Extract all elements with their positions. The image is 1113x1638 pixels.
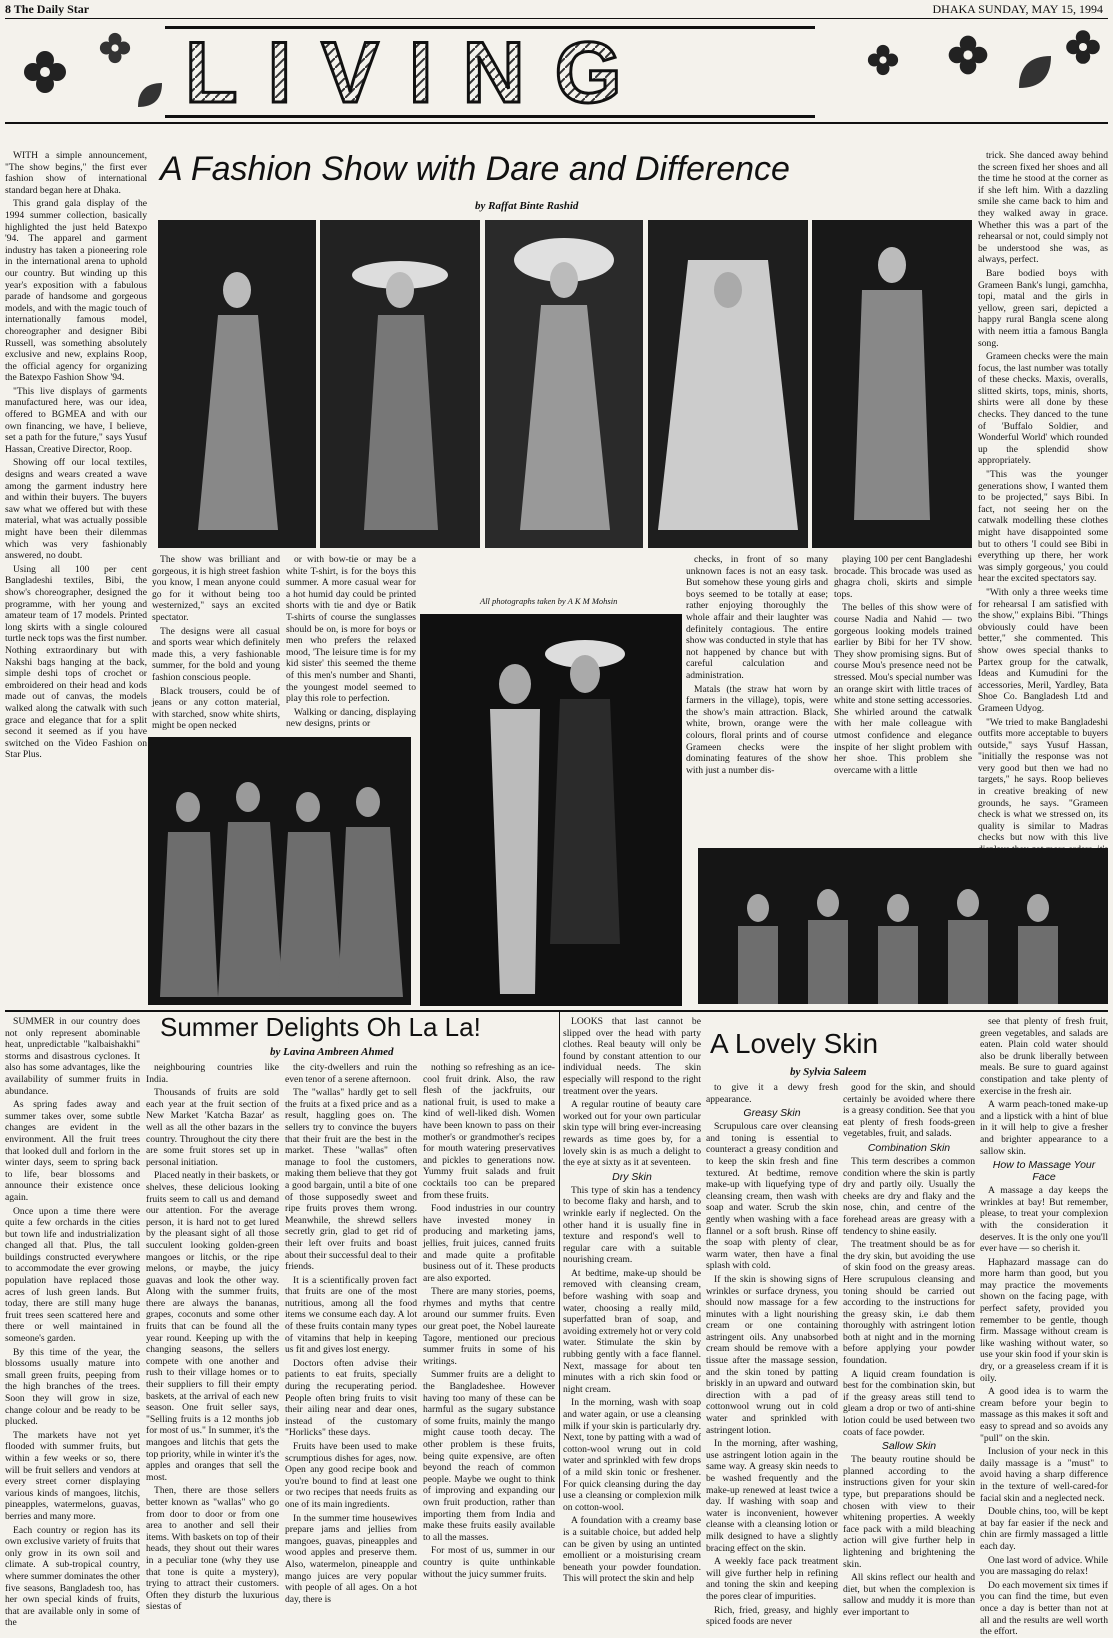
- paragraph: There are many stories, poems, rhymes and myths that centre around our summer fruits. Even our great poet, the Nobel laureate Tagore, mentioned our precious summer fruits in some of his writings.: [423, 1286, 555, 1367]
- paragraph: the city-dwellers and ruin the even tenor of a serene afternoon.: [285, 1062, 417, 1085]
- flower-icon: [1063, 27, 1103, 67]
- photo-model-5: [812, 220, 972, 548]
- paragraph: A good idea is to warm the cream before your begin to massage as this makes it soft and easy to spread and so avoids any "pull" on the skin.: [980, 1386, 1108, 1444]
- paragraph: WITH a simple announcement, "The show begins," the first ever fashion show of international standard began here at Dhaka.: [5, 150, 147, 196]
- paragraph: Fruits have been used to make scrumptious dishes for ages, now. Open any good recipe book and you're bound to find at least one or two recipes that needs fruits as one of its main ingredients.: [285, 1441, 417, 1510]
- paragraph: The beauty routine should be planned according to the instructions given for your skin type, but preparations should be chosen with view to their whitening properties. A weekly face pack with a mild bleaching action will give further help in lightening and brightening the skin.: [843, 1454, 975, 1570]
- leaf-icon: [135, 80, 165, 110]
- fashion-col-4: [686, 554, 828, 776]
- paragraph: Haphazard massage can do more harm than good, but you may practice the movements shown on the facing page, with perfect safety, provided you remember to be gentle, though firm. Massage without cream is like washing without water, so use your skin food if your skin is dry, or a greaseless cream if it is oily.: [980, 1256, 1108, 1384]
- paragraph: The designs were all casual and sports wear which definitely made this, a very fashionable summer, for the bold and young fashion conscious people.: [152, 625, 280, 683]
- subheading-combination-skin: Combination Skin: [867, 1141, 951, 1154]
- paragraph: Each country or region has its own exclusive variety of fruits that only grow in its own soil and climate. A sub-tropical country, where summer dominates the other five seasons, Bangladesh too, has her own special kinds of fruits, that are available only in some of the: [5, 1524, 140, 1629]
- summer-col-3: [285, 1062, 417, 1605]
- paragraph: Then, there are those sellers better known as "wallas" who go from door to door or from one area to another and sell their items. With baskets on top of their heads, they shout out their wares in a peculiar tone (why they use that tone is quite a mystery), trying to attract their customers. Often they disturb the luxurious siestas of: [146, 1485, 279, 1613]
- paragraph: For most of us, summer in our country is quite unthinkable without the juicy summer fruits.: [423, 1545, 555, 1580]
- fashion-headline: A Fashion Show with Dare and Difference: [160, 150, 790, 188]
- paragraph: The belles of this show were of course Nadia and Nahid — two gorgeous looking models trained earlier by Bibi for her TV show. They show promising signs. But of course Mou's presence need not be stressed. Mou's special number was an orange skirt with little traces of white and stone setting accessories. She whirled around the catwalk with her male colleague with utmost confidence and elegance inspite of her slight problem with her shoe. This problem she overcame with a little: [834, 602, 972, 776]
- paragraph: trick. She danced away behind the screen fixed her shoes and all the time he stood at the corner as if she left him. With a dazzling smile she came back to him and they walked away in grace. Whether this was a part of the rehearsal or not, could simply not be understood she was, as always, perfect.: [978, 150, 1108, 266]
- fashion-col-1: [5, 150, 147, 1008]
- fashion-col-2: [152, 554, 280, 734]
- paragraph: By this time of the year, the blossoms usually mature into small green fruits, peeping from the high branches of the trees. Soon they will grow in size, change colour and be ready to be plucked.: [5, 1346, 140, 1428]
- paragraph: The show was brilliant and gorgeous, it is high street fashion you know, I mean anyone could go for it without being too westernized," says an excited spectator.: [152, 554, 280, 623]
- paragraph: good for the skin, and should certainly be avoided where there is a greasy condition. See that you eat plenty of fresh foods-green vegetables, fruit, and salads.: [843, 1082, 975, 1140]
- paragraph: LOOKS that last cannot be slipped over the head with party clothes. Real beauty will only be found by constant attention to our individual needs. The skin especially will respond to the right treatment over the years.: [563, 1016, 701, 1097]
- subheading-dry-skin: Dry Skin: [612, 1170, 652, 1183]
- paragraph: The markets have not yet flooded with summer fruits, but within a few weeks or so, there will be fruit sellers and vendors at every street corner displaying various kinds of mangoes, litchis, pineapples, watermelons, guavas, berries and many more.: [5, 1429, 140, 1522]
- paragraph: Rich, fried, greasy, and highly spiced foods are never: [706, 1604, 838, 1628]
- paragraph: Food industries in our country have invested money in producing and marketing jams, jellies, fruit juices, canned fruits and made quite a profitable business out of it. These products are also exported.: [423, 1203, 555, 1284]
- paragraph: At bedtime, make-up should be removed with cleansing cream, before washing with soap and water, choosing a really mild, superfatted bran of soap, and avoiding extremely hot or very cold water. Stimulate the skin by rubbing gently with a face flannel. Next, massage for about ten minutes with a rich skin food or night cream.: [563, 1267, 701, 1395]
- paragraph: "With only a three weeks time for rehearsal I am satisfied with the show," explains Bibi. "Things obviously could have been better," she commented. This show owes special thanks to Partex group for the catwalk, Ideas and Kumudini for the accessories, Meril, Yardley, Bata Shoe Co. Bangladesh Ltd and Grameen Udyog.: [978, 586, 1108, 714]
- summer-col-4: [423, 1062, 555, 1580]
- flower-icon: [97, 30, 133, 66]
- living-title: [165, 22, 815, 121]
- paragraph: Once upon a time there were quite a few orchards in the cities but town life and industrialization changed all that. Plus, the tall buildings constructed everywhere to accommodate the ever growing population have replaced those acres of lush green lands. But today, there are still many huge fruit trees seen scattered here and there or well maintained in someone's garden.: [5, 1205, 140, 1345]
- page-label: 8 The Daily Star: [5, 2, 90, 16]
- paragraph: All skins reflect our health and diet, but when the complexion is sallow and muddy it is more than ever important to: [843, 1572, 975, 1618]
- paragraph: "We tried to make Bangladeshi outfits more acceptable to buyers outside," says Yusuf Hassan, "initially the response was not very good but then we had no targets," he says. Roop believes in creative breaking of new grounds, he says. "Grameen check is what we stressed on, its quality is similar to Madras checks but now with this live: [978, 716, 1108, 844]
- fashion-col-3: [286, 554, 416, 734]
- paragraph: Matals (the straw hat worn by farmers in the village), topis, were the show's main attraction. Black, white, brown, orange were the colours, floral prints and of course Grameen checks were the dominating features of the show with just a number dis-: [686, 683, 828, 776]
- paragraph: A regular routine of beauty care worked out for your own particular skin type will bring ever-increasing rewards as time goes by, for a lovely skin is as much a delight to the eye at sixty as it at seventeen.: [563, 1099, 701, 1169]
- skin-col-1: [563, 1016, 701, 1585]
- fashion-byline: by Raffat Binte Rashid: [475, 200, 579, 212]
- paragraph: Summer fruits are a delight to the Bangladeshee. However having too many of these can be harmful as the sugary substance of some fruits, mainly the mango might cause tooth decay. The other problem is these fruits, being quite expensive, are often beyond the reach of common people. Maybe we ought to think of improving and expanding our own fruit production, rather than importing them from India and make these fruits easily available to all the masses.: [423, 1369, 555, 1543]
- paragraph: neighbouring countries like India.: [146, 1062, 279, 1085]
- skin-byline: by Sylvia Saleem: [790, 1066, 867, 1078]
- leaf-icon: [1015, 52, 1055, 92]
- paragraph: Grameen checks were the main focus, the last number was totally of these checks. Maxis, overalls, slitted skirts, tops, minis, shorts, shirts were all done by these checks. They danced to the tune of 'Buffalo Soldier, and Wonderful World' which rounded up the splendid show appropriately.: [978, 351, 1108, 467]
- paragraph: nothing so refreshing as an ice-cool fruit drink. Also, the raw flesh of the jackfruits, our national fruit, is used to make a kind of well-liked dish. Women have been known to pass on their mother's or grandmother's recipes for mouth watering preservatives and pickles to generations now. Yummy fruit salads and fruit cocktails too can be prepared from these fruits.: [423, 1062, 555, 1201]
- skin-col-2: [706, 1082, 838, 1628]
- skin-col-3: [843, 1082, 975, 1618]
- photo-dance-finale: [698, 848, 1108, 1004]
- paragraph: In the morning, wash with soap and water again, or use a cleansing milk if your skin is particularly dry. Next, tone by patting with a wad of cotton-wool wrung out in cold water and sprinkled with few drops of a mild skin tonic or freshener. For quick cleansing during the day use a cleansing or complexion milk on cotton-wool.: [563, 1397, 701, 1513]
- summer-col-2: [146, 1062, 280, 1613]
- paragraph: playing 100 per cent Bangladeshi brocade. This brocade was used as ghagra choli, skirts and simple tops.: [834, 554, 972, 600]
- section-banner: [5, 22, 1108, 121]
- fashion-col-6: [978, 150, 1108, 844]
- banner-rule: [5, 122, 1108, 124]
- paragraph: A massage a day keeps the wrinkles at bay! But remember, please, to treat your complexion with the consideration it deserves. It is the only one you'll ever have — so cherish it.: [980, 1185, 1108, 1255]
- paragraph: Walking or dancing, displaying new designs, prints or: [286, 706, 416, 730]
- photo-group-dancers: [148, 737, 411, 1005]
- paragraph: This grand gala display of the 1994 summer collection, basically highlighted the just held Batexpo '94. The apparel and garment industry has taken a pioneering role in the international arena to uphold our country. But winding up this year's exposition with a fabulous parade of handsome and gorgeous models, and with the magic touch of internationally famous model, choreographer and designer Bibi Russell, was something absolutely exclusive and new, explains Roop, the official agency for organizing the Batexpo Fashion Show '94.: [5, 198, 147, 384]
- summer-headline: Summer Delights Oh La La!: [160, 1012, 481, 1042]
- paragraph: Double chins, too, will be kept at bay far easier if the neck and chin are firmly massaged a little each day.: [980, 1506, 1108, 1552]
- paragraph: see that plenty of fresh fruit, green vegetables, and salads are eaten. Plain cold water should also be drunk liberally between meals. Be sure to guard against constipation and take plenty of exercise in the fresh air.: [980, 1016, 1108, 1097]
- svg-text:LIVING: LIVING: [185, 25, 652, 121]
- summer-col-1: [5, 1016, 140, 1629]
- subheading-greasy-skin: Greasy Skin: [743, 1107, 801, 1120]
- photo-model-4: [648, 220, 808, 548]
- flower-icon: [945, 32, 991, 78]
- top-rule: [5, 18, 1108, 19]
- paragraph: In the summer time housewives prepare jams and jellies from mangoes, guavas, pineapples and wood apples and preserve them. Also, watermelon, pineapple and mango juices are very popular with people of all ages. On a hot day, there is: [285, 1512, 417, 1605]
- paragraph: Scrupulous care over cleansing and toning is essential to counteract a greasy condition and to keep the skin fresh and fine textured. At bedtime, remove make-up with liquefying type of cleansing cream, then wash with soap and water. Scrub the skin gently when washing with a face flannel or a soft brush. Rinse off the soap with plenty of clear, warm water, then have a final splash with cold.: [706, 1121, 838, 1272]
- paragraph: Using all 100 per cent Bangladeshi textiles, Bibi, the show's choreographer, designed the programme, with her young and amateur team of 17 models. Printed long skirts with a single coloured turtle neck tops was the first number. Nothing extraordinary but with Nakshi bags hanging at the back, simple deshi tops of crochet or embroidered on their head and kods made out of canvas, the models walked along the catwalk with such grace and elegance that for a split second it seemed as if you have switched on the Video Fashion on Star Plus.: [5, 563, 148, 761]
- paragraph: If the skin is showing signs of wrinkles or surface dryness, you should now massage for a few minutes with a light nourishing cream or one containing astringent oils. Any unabsorbed cream should be remove with a tissue after the massage session, and the skin toned by patting briskly in an upward and outward direction with a pad of cottonwool wrung out in cold water and sprinkled with astringent lotion.: [706, 1273, 838, 1436]
- paragraph: A warm peach-toned make-up and a lipstick with a hint of blue in it will help to give a fresher and brighter appearance to a sallow skin.: [980, 1099, 1108, 1157]
- skin-col-4: [980, 1016, 1108, 1638]
- paragraph: Black trousers, could be of jeans or any cotton material, with starched, snow white shirts, might be open necked: [152, 685, 280, 732]
- paragraph: Showing off our local textiles, designs and wears created a wave among the garment industry here and within their buyers. The buyers saw what we offered but with these material, what was actually possible might have been their dilemmas which was very fashionably answered, no doubt.: [5, 457, 147, 562]
- paragraph: A foundation with a creamy base is a suitable choice, but added help can be given by using an untinted emollient or a moisturising cream beneath your powder foundation. This will protect the skin and help: [563, 1515, 701, 1585]
- paragraph: The "wallas" hardly get to sell the fruits at a fixed price and as a result, haggling goes on. The sellers try to convince the buyers that their fruit are the best in the market. These "wallas" often manage to fool the customers, making them believe that they got a good bargain, until a bite of one of those supposedly sweet and ripe fruits proves them wrong. Meanwhile, the shrewd sellers secretly grin, glad to get rid of their left over fruits and boast about their successful deal to their friends.: [285, 1087, 417, 1273]
- paragraph: Doctors often advise their patients to eat fruits, specially during the recuperating period. People often bring fruits to visit their ailing near and dear ones, instead of the customary "Horlicks" these days.: [285, 1357, 417, 1439]
- paragraph: The treatment should be as for the dry skin, but avoiding the use of skin food on the greasy areas. Here scrupulous cleansing and toning should be carried out according to the instructions for the greasy skin, i.e dab them thoroughly with astringent lotion both at night and in the morning before applying your powder foundation.: [843, 1239, 975, 1367]
- column-divider: [559, 1012, 560, 1498]
- paragraph: This type of skin has a tendency to become flaky and harsh, and to wrinkle early if neglected. On the other hand it is usually fine in texture and respond's well to regular care with a suitable nourishing cream.: [563, 1184, 701, 1266]
- paragraph: Bare bodied boys with Grameen Bank's lungi, gamchha, topi, matal and the girls in yellow, green sari, depicted a happy rural Bangla scene along with neem ittia a famous Bangla song.: [978, 267, 1108, 349]
- summer-byline: by Lavina Ambreen Ahmed: [270, 1046, 394, 1058]
- paragraph: Placed neatly in their baskets, or shelves, these delicious looking fruits seem to call us and demand our attention. For the average person, it is hard not to get lured by the pleasant sight of all those succulent looking golden-green mangoes or litchis, or the ripe melons, or maybe, the juicy guavas and look the other way. Along with the summer fruits, there are always the bananas, grapes, coconuts and some other fruits that can be found all the year round. Keeping up with the changing seasons, the sellers compete with one another and rush to their village homes or to their suppliers to fill their empty baskets, at the arrival of each new season. One fruit seller says, "Selling fruits is a 12 months job for most of us." In summer, it's the mangoes and litchis that gets the top priority, while in winter it's the apples and oranges that sell the most.: [146, 1170, 280, 1483]
- photo-model-1: [158, 220, 316, 548]
- paragraph: SUMMER in our country does not only represent abominable heat, unpredictable "kalbaishakhi" storms and disastrous cyclones. It also has some advantages, like the availability of summer fruits in abundance.: [5, 1016, 140, 1097]
- paragraph: or with bow-tie or may be a white T-shirt, is for the boys this summer. A more casual wear for a hot humid day could be printed shorts with tie and dye or Batik T-shirts of course the sunglasses should be on, is more for boys or men who prefers the relaxed mood, 'The leisure time is for my kid sister' this seemed the theme of this men's number and Shanti, the youngest model seemed to play this role to perfection.: [286, 554, 416, 705]
- subheading-massage: How to Massage Your Face: [992, 1159, 1096, 1184]
- subheading-sallow-skin: Sallow Skin: [881, 1440, 937, 1453]
- paragraph: Inclusion of your neck in this daily massage is a "must" to avoid having a sharp difference in the texture of well-cared-for facial skin and a neglected neck.: [980, 1446, 1108, 1504]
- skin-headline: A Lovely Skin: [710, 1028, 879, 1059]
- paragraph: checks, in front of so many unknown faces is not an easy task. But somehow these young girls and boys seemed to be totally at ease; rather enjoying thoroughly the whole affair and their laughter was definitely contagious. The entire show was conducted in style that has not happened by chance but with careful calculation and administration.: [686, 554, 828, 681]
- paragraph: As spring fades away and summer takes over, some subtle changes are evident in the environment. All the fruit trees that looked dull and forlorn in the winter days, seem to spring back to life, bear blossoms and announce their existence once again.: [5, 1099, 140, 1203]
- paragraph: It is a scientifically proven fact that fruits are one of the most nutritious, among all the food items we consume each day. A lot of these fruits contain many types of vitamins that help in keeping us fit and gives lost energy.: [285, 1274, 417, 1356]
- paragraph: In the morning, after washing, use astringent lotion again in the same way. A greasy skin needs to be washed frequently and the make-up renewed at least twice a day. If washing with soap and water is inconvenient, however cleanse with a cleansing lotion or milk designed to have a slightly bracing effect on the skin.: [706, 1438, 838, 1554]
- paragraph: This term describes a common condition where the skin is partly dry and partly oily. Usually the cheeks are dry and flaky and the nose, chin, and centre of the forehead areas are greasy with a tendency to shine easily.: [843, 1155, 975, 1237]
- photo-couple: [420, 614, 682, 1006]
- paragraph: to give it a dewy fresh appearance.: [706, 1082, 838, 1105]
- paragraph: A liquid cream foundation is best for the combination skin, but if the greasy areas still tend to gleam a drop or two of anti-shine lotion could be used between two coats of face powder.: [843, 1368, 975, 1438]
- flower-icon: [20, 47, 70, 97]
- paragraph: "This live displays of garments manufactured here, was our idea, offered to BGMEA and with our own financing, we have, I believe, set a path for the future," says Yusuf Hassan, Creative Director, Roop.: [5, 385, 147, 455]
- photo-model-3: [485, 220, 643, 548]
- paragraph: Do each movement six times if you can find the time, but even once a day is better than not at all and the results are well worth the effort.: [980, 1579, 1108, 1638]
- dateline: DHAKA SUNDAY, MAY 15, 1994: [932, 2, 1103, 16]
- paragraph: One last word of advice. While you are massaging do relax!: [980, 1554, 1108, 1578]
- paragraph: "This was the younger generations show, I wanted them to be projected," says Bibi. In fact, not seeing her on the catwalk modelling these clothes might have disappointed some but to others 'I could see Bibi in everything up there, her work was simply gorgeous,' you could hear the excited spectators say.: [978, 469, 1108, 585]
- photo-credit: All photographs taken by A K M Mohsin: [480, 596, 618, 606]
- flower-icon: [865, 42, 901, 78]
- paragraph: Thousands of fruits are sold each year at the fruit section of New Market 'Katcha Bazar' as well as all the other bazars in the country. Throughout the city there are some fruit stores set up in personal initiation.: [146, 1087, 279, 1168]
- fashion-col-5: [834, 554, 972, 844]
- paragraph: A weekly face pack treatment will give further help in refining and toning the skin and keeping the pores clear of impurities.: [706, 1556, 838, 1602]
- photo-model-2: [320, 220, 480, 548]
